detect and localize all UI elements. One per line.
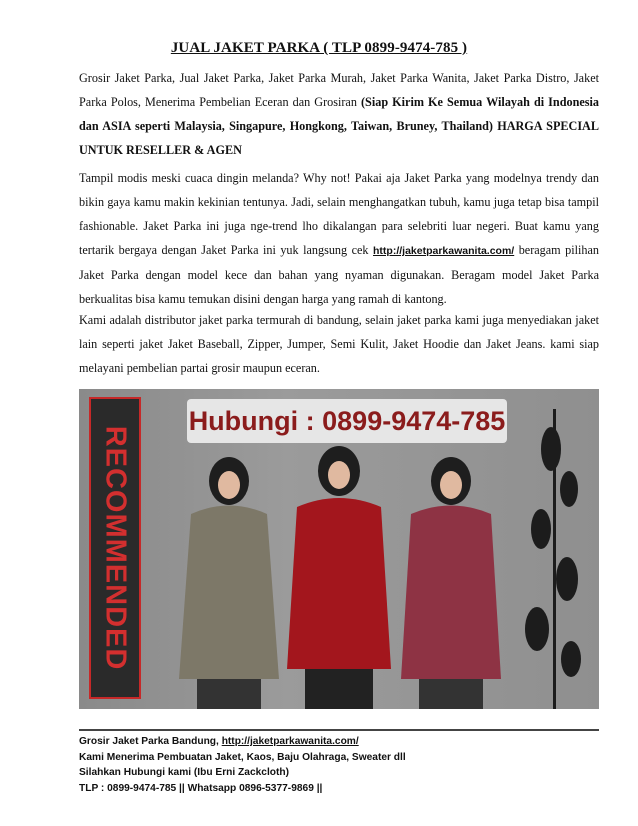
footer-line-1: [79, 734, 599, 750]
page-title: JUAL JAKET PARKA ( TLP 0899-9474-785 ): [170, 40, 468, 56]
intro-text: Grosir Jaket Parka, Jual Jaket Parka, Jaket Parka Murah, Jaket Parka Wanita, Jaket Parka Distro, Jaket Parka Polos, Menerima Pembelian Eceran dan Grosiran: [79, 71, 599, 109]
description-text-before: Tampil modis meski cuaca dingin melanda? Why not! Pakai aja Jaket Parka yang modelnya trendy dan bikin gaya kamu makin kekinian tentunya. Jadi, selain menghangatkan tubuh, kamu juga tetap bisa tampil fashionable. Jaket Parka ini juga nge-trend lho dikalangan para selebriti luar negeri. Buat kamu yang tertarik bergaya dengan Jaket Parka ini yuk langsung cek: [79, 171, 599, 257]
intro-bold-text: (Siap Kirim Ke Semua Wilayah di Indonesia dan ASIA seperti Malaysia, Singapure, Hongkong, Taiwan, Bruney, Thailand) HARGA SPECIAL UNTUK RESELLER & AGEN: [79, 95, 599, 157]
banner-headline: Hubungi : 0899-9474-785: [187, 399, 507, 443]
footer-line-3: Silahkan Hubungi kami (Ibu Erni Zackcloth): [79, 767, 290, 778]
website-link[interactable]: http://jaketparkawanita.com/: [373, 245, 515, 257]
footer-line-2: Kami Menerima Pembuatan Jaket, Kaos, Baju Olahraga, Sweater dll: [79, 751, 406, 763]
intro-paragraph: [79, 66, 599, 162]
model-figures: [79, 389, 599, 709]
description-paragraph: [79, 166, 599, 311]
recommended-text: RECOMMENDED: [99, 425, 132, 671]
model-2: [287, 446, 391, 709]
plant-silhouette-icon: [525, 409, 581, 709]
description-text-after: beragam pilihan Jaket Parka dengan model kece dan bahan yang nyaman digunakan. Beragam model Jaket Parka berkualitas bisa kamu temukan disini dengan harga yang ramah di kantong.: [79, 243, 599, 306]
promo-banner-image: [79, 389, 599, 709]
distributor-paragraph: Kami adalah distributor jaket parka termurah di bandung, selain jaket parka kami juga menyediakan jaket lain seperti jaket Jaket Baseball, Zipper, Jumper, Semi Kulit, Jaket Hoodie dan Jaket Jeans. kami siap melayani pembelian partai grosir maupun eceran.: [79, 313, 599, 375]
footer-website-link[interactable]: http://jaketparkawanita.com/: [221, 736, 359, 747]
model-3: [401, 457, 501, 709]
footer-line-4: TLP : 0899-9474-785 || Whatsapp 0896-5377-9869 ||: [79, 782, 323, 794]
model-1: [179, 457, 279, 709]
footer-company-text: Grosir Jaket Parka Bandung,: [79, 736, 222, 747]
page-footer: [79, 729, 599, 796]
